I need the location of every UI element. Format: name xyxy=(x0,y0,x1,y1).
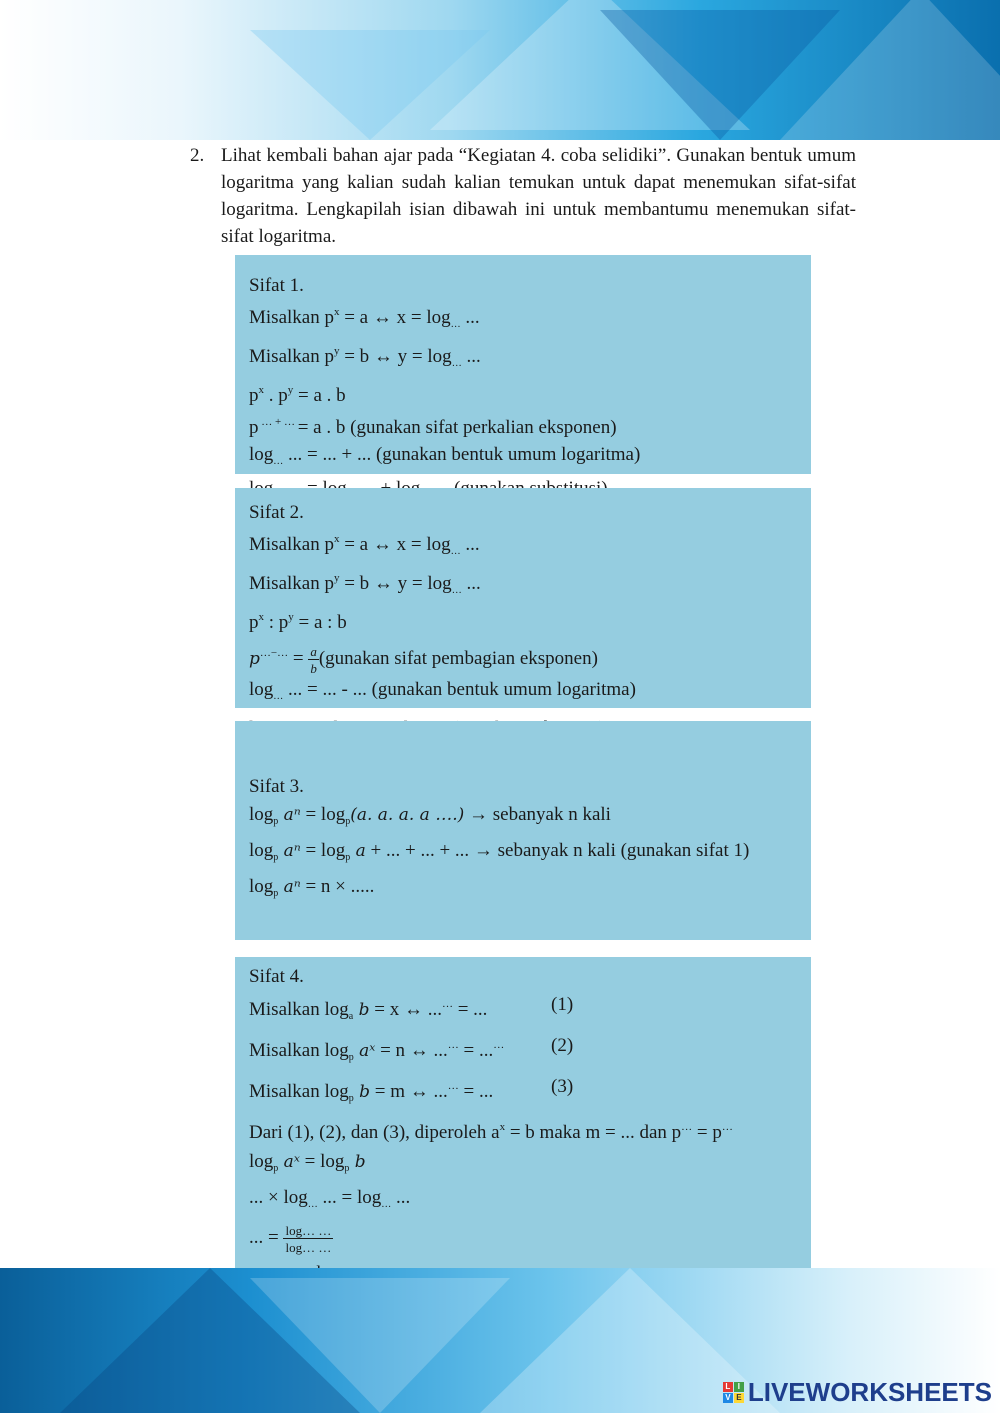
logo-badge-icon: L I V E xyxy=(723,1382,744,1403)
sifat-4-line-2: Misalkan $\log_p$ aˣ = n ↔ ...… = ...… (2) xyxy=(249,1031,811,1072)
sifat-3-line-1: $\log_p a^n = \log_p(a$. a. a. a ….) → sebanyak n kali xyxy=(249,804,611,827)
sifat-4-title: Sifat 4. xyxy=(249,966,304,987)
sifat-2-line-3: $p^x$ : $p^y = a$ : b xyxy=(249,611,347,633)
sifat-1-line-4: p … + … = a . b (gunakan sifat perkalian eksponen) xyxy=(249,416,617,438)
sifat-3-line-2: $\log_p a^n = \log_p a$ + ... + ... + ... → sebanyak n kali (gunakan sifat 1) xyxy=(249,840,750,863)
question-number: 2. xyxy=(190,145,205,166)
header-banner xyxy=(0,0,1000,140)
sifat-4-line-1: Misalkan $\log_a b = x$ ↔ ...… = ... (1) xyxy=(249,990,811,1031)
sifat-2-line-5: $\log_\dots$ ... = ... - ... (gunakan bentuk umum logaritma) xyxy=(249,679,636,702)
sifat-2-box xyxy=(235,488,811,708)
equation-number-1: (1) xyxy=(551,994,574,1015)
logo-text: LIVEWORKSHEETS xyxy=(747,1376,992,1407)
liveworksheets-logo xyxy=(723,1377,992,1407)
fraction-log-over-log-small: $\frac{\log\dots \dots}{\log\dots \dots}$ xyxy=(285,1222,332,1255)
sifat-2-line-2: Misalkan $p^y = b$ ↔ $y = \log_\dots$ ... xyxy=(249,572,481,596)
sifat-1-title: Sifat 1. xyxy=(249,275,304,296)
sifat-2-line-1: Misalkan $p^x = a$ ↔ $x = \log_\dots$ ... xyxy=(249,533,480,557)
equation-number-3: (3) xyxy=(551,1076,574,1097)
footer-banner xyxy=(0,1268,1000,1413)
sifat-1-line-1: Misalkan $p^x = a$ ↔ $x = \log_\dots$ ... xyxy=(249,306,480,330)
sifat-4-box xyxy=(235,957,811,1273)
sifat-4-line-5: $\log_p$ aˣ = $\log_p b$ xyxy=(249,1151,366,1174)
sifat-4-line-6: ... × $\log_\dots$ ... = $\log_\dots$ ... xyxy=(249,1187,411,1210)
sifat-1-line-3: $p^x$ . $p^y = a$ . b xyxy=(249,384,346,406)
sifat-3-line-3: $\log_p a^n = n$ × ..... xyxy=(249,876,375,899)
sifat-1-line-2: Misalkan $p^y = b$ ↔ $y = \log_\dots$ ... xyxy=(249,345,481,369)
instruction-text: Lihat kembali bahan ajar pada “Kegiatan 4. coba selidiki”. Gunakan bentuk umum logaritma yang kalian sudah kalian temukan untuk dapat menemukan sifat-sifat logaritma. Lengkapilah isian dibawah ini untuk membantumu menemukan sifat-sifat logaritma. xyxy=(221,145,856,247)
sifat-1-line-5: $\log_\dots$ ... = ... + ... (gunakan bentuk umum logaritma) xyxy=(249,444,641,467)
fraction-a-over-b: $\frac{a}{b}$ xyxy=(310,643,317,676)
sifat-2-title: Sifat 2. xyxy=(249,502,304,523)
sifat-4-line-4: Dari (1), (2), dan (3), diperoleh $a^x = b$ maka m = ... dan p… = p… xyxy=(249,1121,733,1143)
sifat-4-line-7: ... = $\frac{\log\dots \dots}{\log\dots \dots}$ xyxy=(249,1222,332,1255)
sifat-4-line-3: Misalkan $\log_p b = m$ ↔ ...… = ... (3) xyxy=(249,1072,811,1113)
sifat-1-box xyxy=(235,255,811,474)
instruction xyxy=(190,142,856,250)
sifat-3-box xyxy=(235,721,811,940)
sifat-3-title: Sifat 3. xyxy=(249,776,304,797)
equation-number-2: (2) xyxy=(551,1035,574,1056)
sifat-2-line-4: p…−… = $\frac{a}{b}$ (gunakan sifat pembagian eksponen) xyxy=(249,643,598,676)
